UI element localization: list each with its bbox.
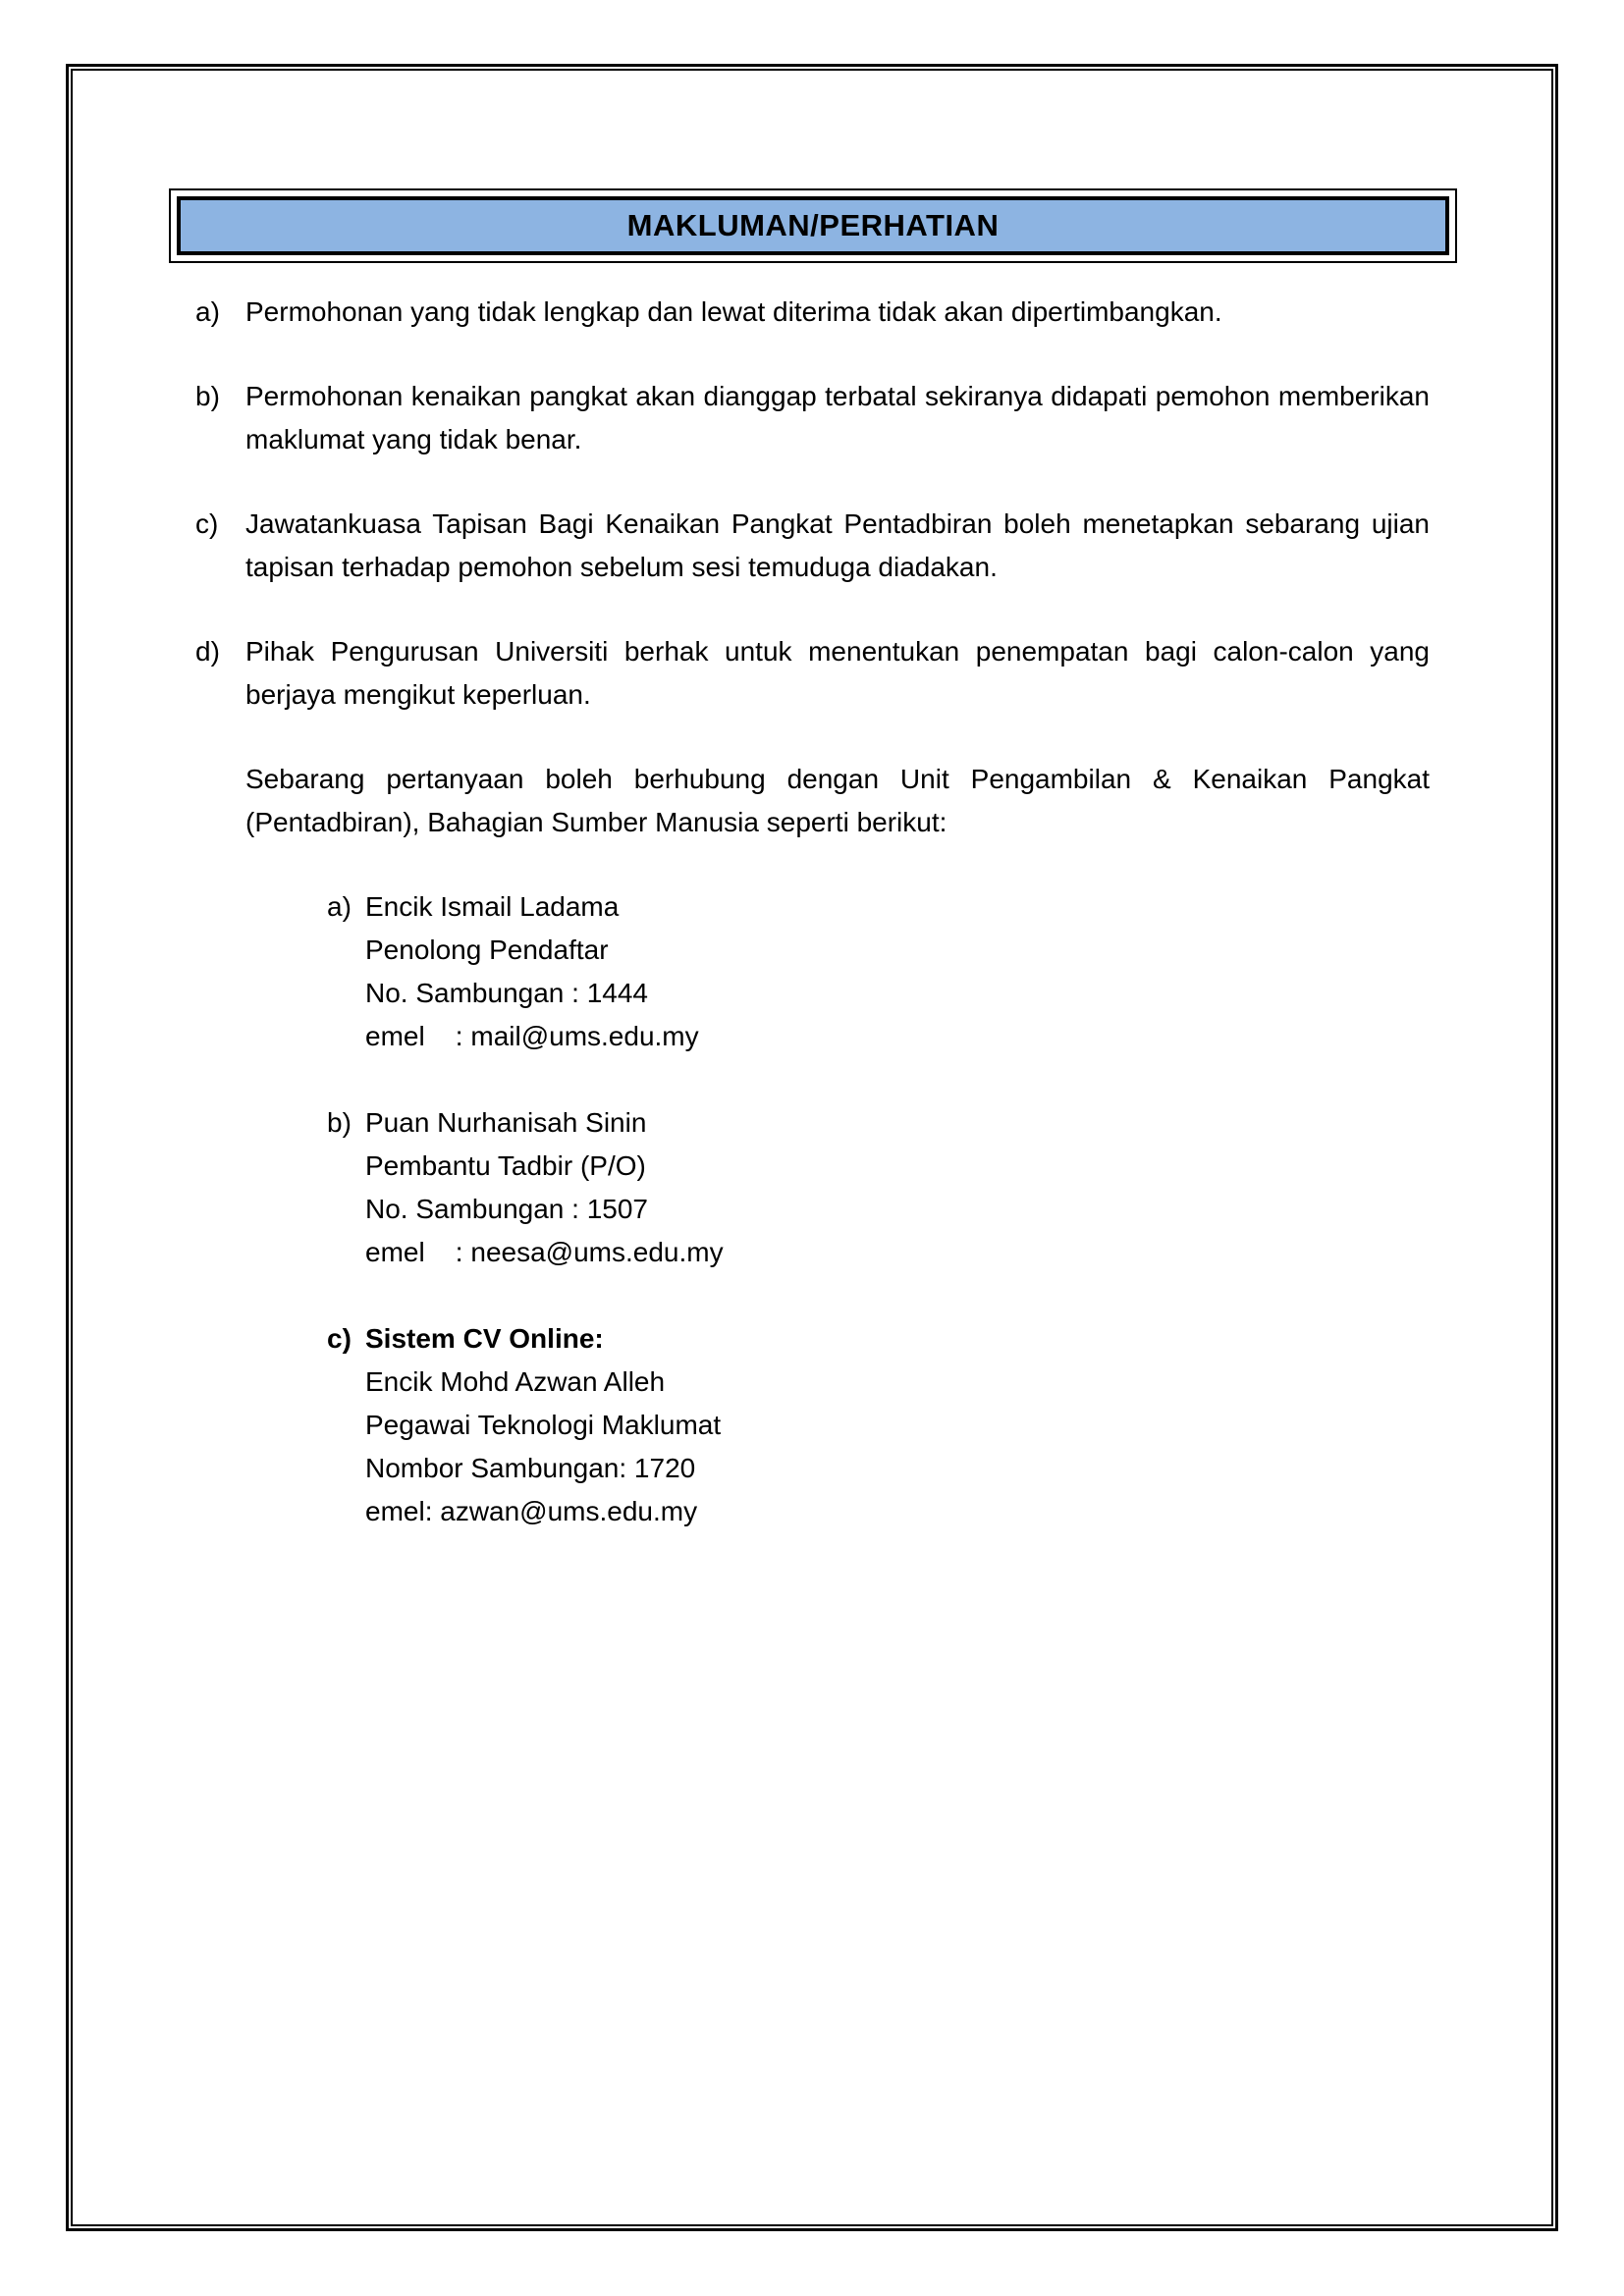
list-item-a	[195, 291, 1430, 334]
contact-a-name: Encik Ismail Ladama	[365, 891, 620, 922]
contact-b-extension: No. Sambungan : 1507	[365, 1194, 648, 1224]
list-item-a-marker: a)	[195, 296, 220, 327]
list-item-a-text: Permohonan yang tidak lengkap dan lewat diterima tidak akan dipertimbangkan.	[245, 296, 1222, 327]
contact-block-a	[327, 885, 1430, 1058]
content-area	[195, 291, 1430, 1576]
list-item-b	[195, 375, 1430, 461]
contact-c-extension: Nombor Sambungan: 1720	[365, 1453, 696, 1483]
contact-block-b	[327, 1101, 1430, 1274]
list-item-c-marker: c)	[195, 508, 219, 539]
contact-b-name: Puan Nurhanisah Sinin	[365, 1107, 647, 1138]
list-item-c	[195, 503, 1430, 589]
contact-c-heading: Sistem CV Online:	[365, 1323, 604, 1354]
list-item-d	[195, 630, 1430, 717]
list-item-b-marker: b)	[195, 381, 220, 411]
contact-c-position: Pegawai Teknologi Maklumat	[365, 1410, 722, 1440]
intro-paragraph: Sebarang pertanyaan boleh berhubung dengan Unit Pengambilan & Kenaikan Pangkat (Pentadbiran), Bahagian Sumber Manusia seperti berikut:	[245, 764, 1430, 837]
contact-b-position: Pembantu Tadbir (P/O)	[365, 1150, 646, 1181]
contact-a-email: emel : mail@ums.edu.my	[365, 1021, 699, 1051]
contact-a-extension: No. Sambungan : 1444	[365, 978, 648, 1008]
notice-banner	[169, 188, 1457, 263]
banner-title: MAKLUMAN/PERHATIAN	[626, 208, 1000, 242]
contact-c-marker: c)	[327, 1323, 352, 1354]
notice-banner-fill	[177, 196, 1449, 255]
contact-c-name: Encik Mohd Azwan Alleh	[365, 1366, 666, 1397]
list-item-c-text: Jawatankuasa Tapisan Bagi Kenaikan Pangkat Pentadbiran boleh menetapkan sebarang ujian tapisan terhadap pemohon sebelum sesi temuduga diadakan.	[245, 508, 1430, 582]
contact-b-marker: b)	[327, 1107, 352, 1138]
list-item-b-text: Permohonan kenaikan pangkat akan dianggap terbatal sekiranya didapati pemohon memberikan maklumat yang tidak benar.	[245, 381, 1430, 454]
contact-a-marker: a)	[327, 891, 352, 922]
list-item-d-text: Pihak Pengurusan Universiti berhak untuk menentukan penempatan bagi calon-calon yang berjaya mengikut keperluan.	[245, 636, 1430, 710]
contact-c-email: emel: azwan@ums.edu.my	[365, 1496, 698, 1526]
contact-block-c	[327, 1317, 1430, 1533]
list-item-d-marker: d)	[195, 636, 220, 667]
contact-a-position: Penolong Pendaftar	[365, 934, 609, 965]
contact-b-email: emel : neesa@ums.edu.my	[365, 1237, 724, 1267]
